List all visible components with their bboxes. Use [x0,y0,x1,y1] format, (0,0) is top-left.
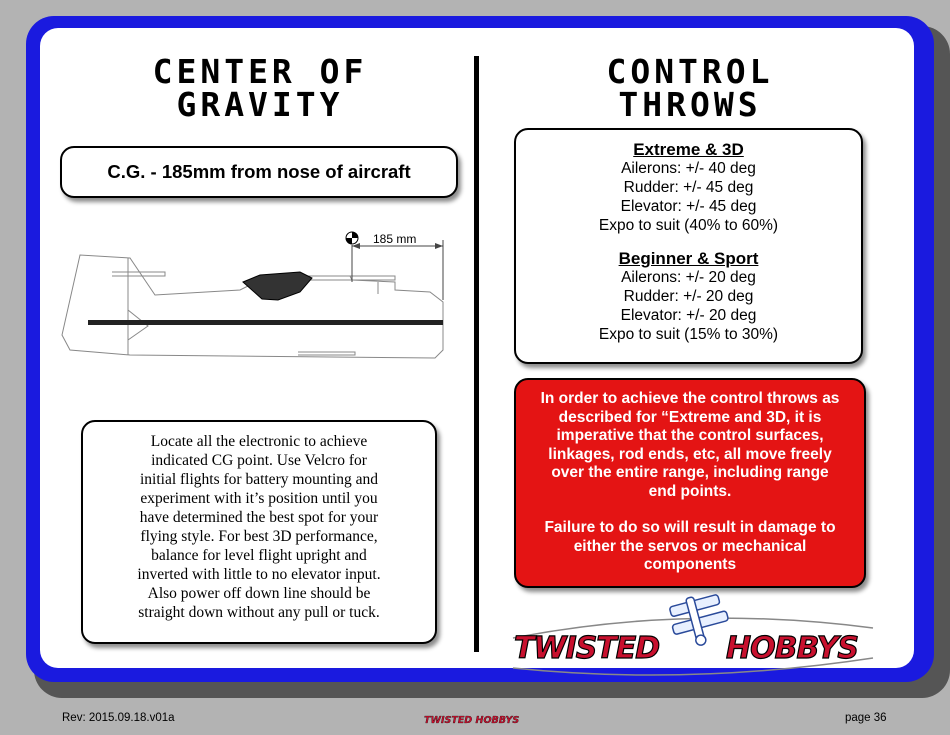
logo-word-twisted: TWISTED [514,631,660,666]
cg-symbol-icon [345,231,359,245]
instructions-line: experiment with it’s position until you [140,490,378,507]
warning-line: linkages, rod ends, etc, all move freely [548,445,832,463]
warning-box [514,378,866,588]
throws-title [520,52,860,124]
instructions-line: Also power off down line should be [147,585,371,602]
warning-line: end points. [648,482,732,500]
extreme-line: Expo to suit (40% to 60%) [598,217,779,234]
warning-line: described for “Extreme and 3D, it is [558,408,822,426]
footer-revision: Rev: 2015.09.18.v01a [62,712,175,724]
twisted-hobbys-logo [508,596,878,686]
beginner-line: Ailerons: +/- 20 deg [621,269,756,286]
instructions-line: have determined the best spot for your [139,509,379,526]
cg-statement: C.G. - 185mm from nose of aircraft [107,161,411,182]
warning-line: In order to achieve the control throws as [540,390,840,407]
beginner-heading: Beginner & Sport [618,249,759,268]
cg-title [90,52,430,124]
beginner-line: Expo to suit (15% to 30%) [598,326,779,343]
beginner-line: Elevator: +/- 20 deg [620,307,757,324]
instructions-line: indicated CG point. Use Velcro for [151,452,367,469]
cg-statement-box [60,146,458,198]
dimension-label: 185 mm [373,232,417,246]
warning-line: either the servos or mechanical [573,537,807,555]
warning-line: components [643,556,737,573]
extreme-line: Elevator: +/- 45 deg [620,198,757,215]
throws-title-line1: CONTROL [606,52,774,91]
column-divider [474,56,479,652]
instructions-box [81,420,437,644]
extreme-heading: Extreme & 3D [633,140,744,159]
instructions-line: balance for level flight upright and [151,547,367,564]
instructions-line: Locate all the electronic to achieve [150,433,368,450]
extreme-line: Ailerons: +/- 40 deg [621,160,756,177]
logo-word-hobbys: HOBBYS [726,631,859,666]
beginner-line: Rudder: +/- 20 deg [623,288,754,305]
instructions-line: initial flights for battery mounting and [139,471,379,488]
warning-line: Failure to do so will result in damage to [544,519,836,536]
instructions-line: flying style. For best 3D performance, [140,528,378,545]
throws-title-line2: THROWS [618,85,762,124]
extreme-line: Rudder: +/- 45 deg [623,179,754,196]
instructions-line: inverted with little to no elevator input. [137,566,381,583]
footer-logo [422,708,532,730]
instructions-line: straight down without any pull or tuck. [138,604,380,621]
footer-logo-text: TWISTED HOBBYS [424,715,520,726]
warning-line: imperative that the control surfaces, [556,427,824,444]
cg-title-line1: CENTER OF [152,52,368,91]
footer-page: page 36 [845,712,887,724]
warning-line: over the entire range, including range [551,464,829,481]
throws-box [514,128,863,364]
cg-title-line2: GRAVITY [176,85,344,124]
